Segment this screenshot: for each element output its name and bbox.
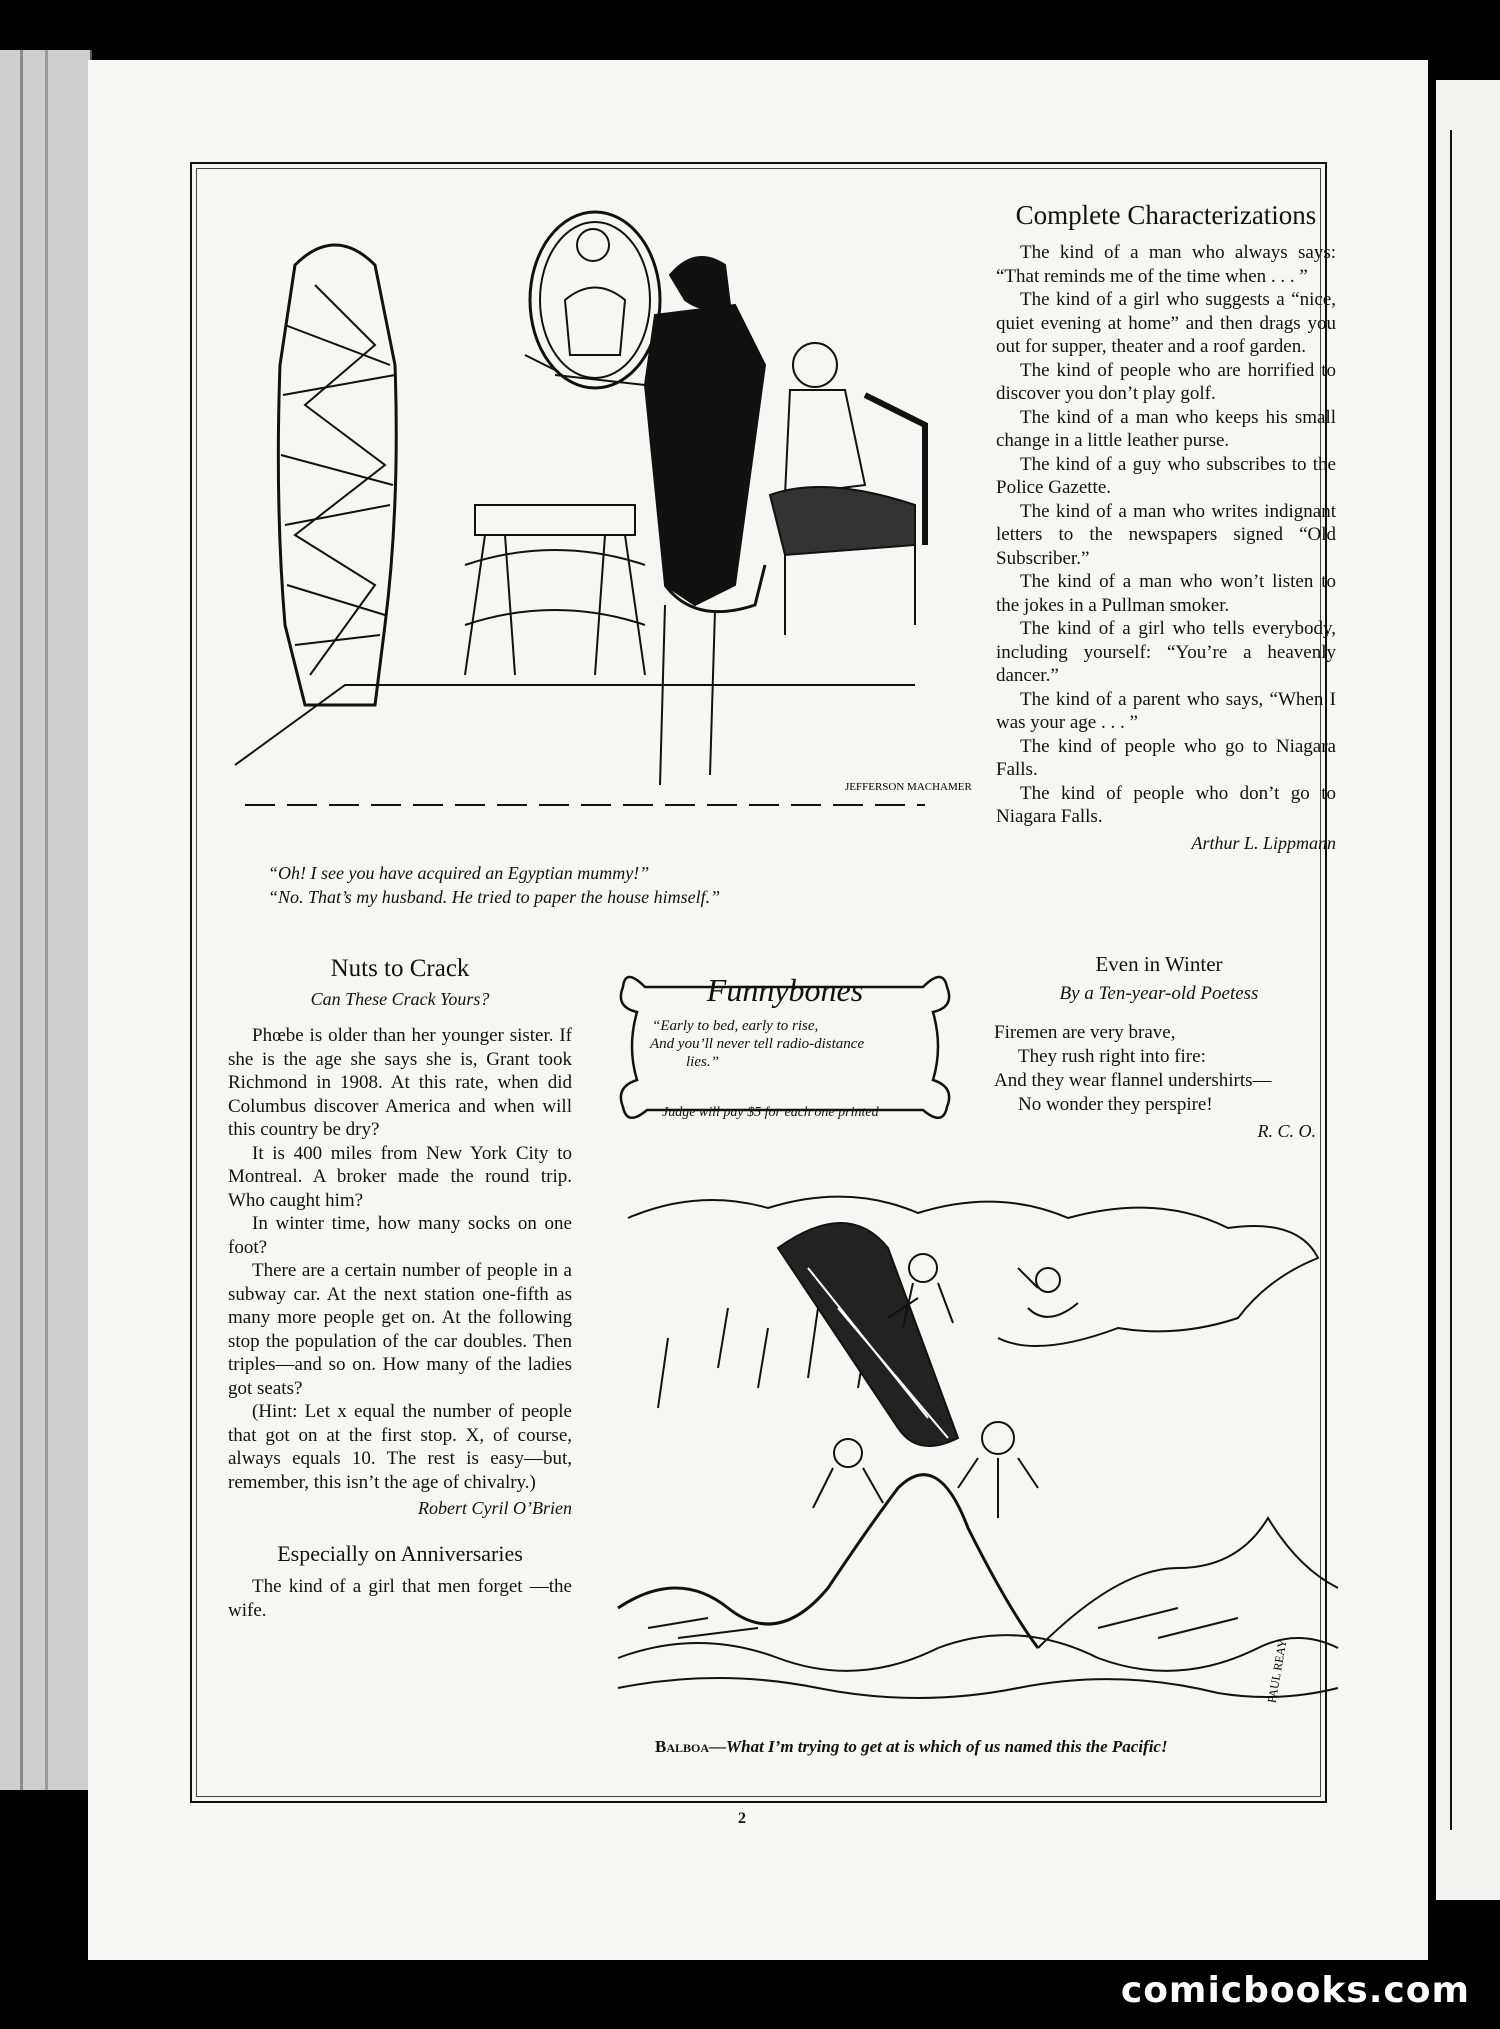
poem-line: And they wear flannel undershirts—: [994, 1070, 1272, 1091]
paragraph: The kind of a parent who says, “When I was your age . . . ”: [996, 688, 1336, 733]
nuts-subtitle: Can These Crack Yours?: [310, 989, 490, 1009]
paragraph: The kind of a man who writes indignant letters to the newspapers signed “Old Subscriber.”: [996, 500, 1336, 569]
anniversaries-text: [228, 1575, 572, 1622]
paragraph: The kind of a man who keeps his small change in a little leather purse.: [996, 406, 1336, 451]
paragraph: (Hint: Let x equal the number of people that got on at the first stop. X, of course, always equals 10. The rest is easy—but, remember, this isn’t the age of chivalry.): [228, 1401, 572, 1493]
bottom-cartoon-signature: PAUL REAY: [1264, 1638, 1290, 1705]
nuts-author: Robert Cyril O’Brien: [418, 1498, 572, 1518]
paragraph: In winter time, how many socks on one foot?: [228, 1213, 572, 1258]
paragraph: The kind of a guy who subscribes to the Police Gazette.: [996, 453, 1336, 498]
paragraph: The kind of a girl that men forget —the wife.: [228, 1576, 572, 1621]
paragraph: The kind of a girl who tells everybody, including yourself: “You’re a heavenly dancer.”: [996, 618, 1336, 686]
nuts-title: Nuts to Crack: [330, 955, 470, 982]
book-spine: [0, 50, 92, 1790]
paragraph: The kind of people who don’t go to Niagara Falls.: [996, 782, 1336, 827]
characterizations-title: Complete Characterizations: [1015, 200, 1317, 230]
winter-title: Even in Winter: [1095, 952, 1223, 976]
funnybones-quote-2: And you’ll never tell radio-distance: [650, 1036, 865, 1052]
winter-author: R. C. O.: [1257, 1121, 1316, 1141]
paragraph: The kind of a man who won’t listen to the jokes in a Pullman smoker.: [996, 571, 1336, 616]
funnybones-box: [615, 972, 955, 1009]
bottom-cartoon-illustration: [618, 1188, 1338, 1728]
paragraph: The kind of people who go to Niagara Falls.: [996, 735, 1336, 780]
funnybones-title: Funnybones: [706, 972, 864, 1008]
nuts-text: [228, 1024, 572, 1494]
caption-line-1: “Oh! I see you have acquired an Egyptian mummy!”: [268, 863, 650, 883]
caption-line-2: “No. That’s my husband. He tried to paper the house himself.”: [268, 887, 721, 907]
winter-subtitle: By a Ten-year-old Poetess: [1059, 983, 1259, 1004]
poem-line: Firemen are very brave,: [994, 1022, 1176, 1043]
paragraph: It is 400 miles from New York City to Montreal. A broker made the round trip. Who caught him?: [228, 1142, 572, 1211]
poem-line: They rush right into fire:: [1018, 1046, 1206, 1067]
paragraph: There are a certain number of people in a subway car. At the next station one-fifth as many more people get on. At the following stop the population of the car doubles. Then triples—and so on. How many of the ladies got seats?: [228, 1260, 572, 1399]
characterizations-text: [996, 241, 1336, 829]
bottom-cartoon-caption: [655, 1737, 1335, 1757]
paragraph: The kind of a girl who suggests a “nice, quiet evening at home” and then drags you out for supper, theater and a roof garden.: [996, 289, 1336, 357]
page-number: 2: [738, 1810, 746, 1827]
anniversaries-title: Especially on Anniversaries: [277, 1541, 523, 1566]
poem-line: No wonder they perspire!: [1018, 1094, 1213, 1115]
top-cartoon-illustration: [225, 205, 972, 835]
facing-page-edge: [1436, 80, 1500, 1900]
paragraph: The kind of a man who always says: “That reminds me of the time when . . . ”: [996, 242, 1336, 287]
caption-speaker: Balboa: [655, 1737, 710, 1756]
top-cartoon-signature: JEFFERSON MACHAMER: [845, 781, 972, 793]
top-cartoon-caption: [268, 861, 908, 909]
paragraph: The kind of people who are horrified to discover you don’t play golf.: [996, 359, 1336, 404]
paragraph: Phœbe is older than her younger sister. If she is the age she says she is, Grant took Richmond in 1908. At this rate, when did Columbus discover America and when will this country be dry?: [228, 1025, 572, 1140]
nuts-column: [228, 955, 572, 1622]
caption-text: —What I’m trying to get at is which of us named this the Pacific!: [709, 1737, 1168, 1756]
winter-column: [994, 952, 1324, 1142]
characterizations-author: Arthur L. Lippmann: [1191, 832, 1336, 853]
funnybones-footer: Judge will pay $5 for each one printed: [662, 1105, 879, 1120]
characterizations-column: [996, 200, 1336, 854]
funnybones-quote-3: lies.”: [686, 1054, 719, 1070]
watermark: comicbooks.com: [1120, 1970, 1470, 2011]
winter-poem: [994, 1021, 1324, 1117]
funnybones-quote-1: “Early to bed, early to rise,: [652, 1018, 819, 1034]
